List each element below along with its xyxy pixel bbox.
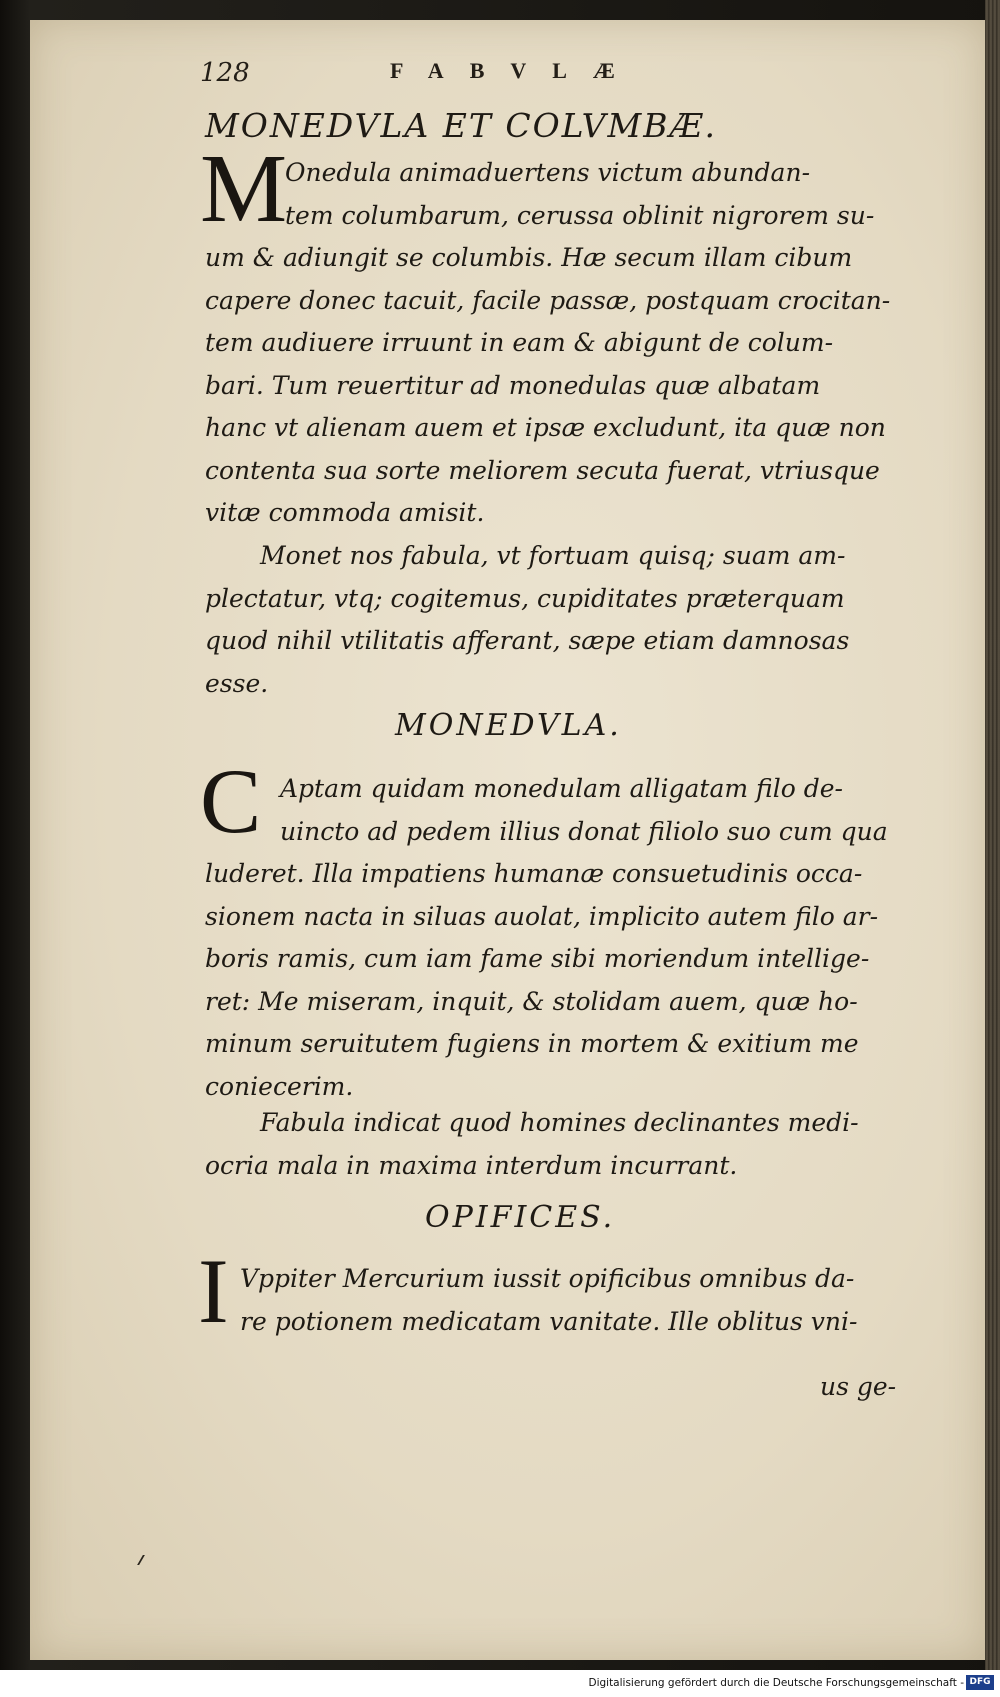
text-line: Aptam quidam monedulam alligatam filo de- bbox=[280, 774, 843, 803]
dfg-logo-icon: DFG bbox=[966, 1675, 994, 1690]
text-line: boris ramis, cum iam fame sibi moriendum intellige- bbox=[205, 944, 870, 973]
fable-title-opifices: OPIFICES. bbox=[425, 1200, 616, 1235]
running-title: FABVLÆ bbox=[390, 58, 641, 83]
moral-line: esse. bbox=[205, 668, 269, 698]
text-line: tem audiuere irruunt in eam & abigunt de colum- bbox=[205, 328, 834, 357]
moral-line: quod nihil vtilitatis afferant, sæpe etiam damnosas bbox=[205, 626, 850, 655]
dropcap-c: C bbox=[200, 750, 262, 852]
page-number: 128 bbox=[200, 58, 250, 88]
text-line: ret: Me miseram, inquit, & stolidam auem, quæ ho- bbox=[205, 986, 858, 1016]
text-line: vitæ commoda amisit. bbox=[205, 498, 485, 527]
text-line: tem columbarum, cerussa oblinit nigrorem su- bbox=[285, 200, 875, 230]
fable2-moral bbox=[205, 1102, 925, 1187]
moral-line: Monet nos fabula, vt fortuam quisq; suam am- bbox=[260, 541, 846, 570]
fable1-moral bbox=[205, 535, 925, 705]
book-edge bbox=[985, 0, 1000, 1670]
text-line: Onedula animaduertens victum abundan- bbox=[285, 158, 811, 187]
text-line: sionem nacta in siluas auolat, implicito autem filo ar- bbox=[205, 901, 879, 931]
footer-credit: Digitalisierung gefördert durch die Deutsche Forschungsgemeinschaft - bbox=[588, 1677, 964, 1689]
text-line: Vppiter Mercurium iussit opificibus omnibus da- bbox=[240, 1264, 855, 1293]
fable-title-monedula-et-columbae: MONEDVLA ET COLVMBÆ. bbox=[205, 106, 718, 145]
text-line: hanc vt alienam auem et ipsæ excludunt, ita quæ non bbox=[205, 413, 886, 442]
dropcap-i: I bbox=[198, 1240, 229, 1342]
catchword: us ge- bbox=[820, 1372, 897, 1401]
page-header bbox=[200, 58, 920, 94]
digitization-footer bbox=[0, 1670, 1000, 1697]
fable3-text bbox=[205, 1258, 925, 1343]
text-line: re potionem medicatam vanitate. Ille oblitus vni- bbox=[240, 1306, 858, 1336]
text-line: bari. Tum reuertitur ad monedulas quæ albatam bbox=[205, 370, 821, 400]
moral-line: ocria mala in maxima interdum incurrant. bbox=[205, 1150, 738, 1180]
dropcap-m: M bbox=[200, 135, 288, 243]
text-line: minum seruitutem fugiens in mortem & exitium me bbox=[205, 1029, 859, 1058]
fable2-text bbox=[205, 768, 925, 1108]
fable1-text bbox=[205, 152, 925, 535]
text-line: coniecerim. bbox=[205, 1071, 354, 1101]
fable-title-monedula: MONEDVLA. bbox=[395, 708, 622, 743]
text-line: um & adiungit se columbis. Hæ secum illam cibum bbox=[205, 243, 853, 272]
text-line: luderet. Illa impatiens humanæ consuetudinis occa- bbox=[205, 859, 863, 888]
moral-line: plectatur, vtq; cogitemus, cupiditates præterquam bbox=[205, 583, 845, 613]
text-line: uincto ad pedem illius donat filiolo suo cum qua bbox=[280, 816, 888, 846]
text-line: contenta sua sorte meliorem secuta fuerat, vtriusque bbox=[205, 455, 880, 485]
moral-line: Fabula indicat quod homines declinantes medi- bbox=[260, 1108, 859, 1137]
text-line: capere donec tacuit, facile passæ, postquam crocitan- bbox=[205, 285, 891, 315]
